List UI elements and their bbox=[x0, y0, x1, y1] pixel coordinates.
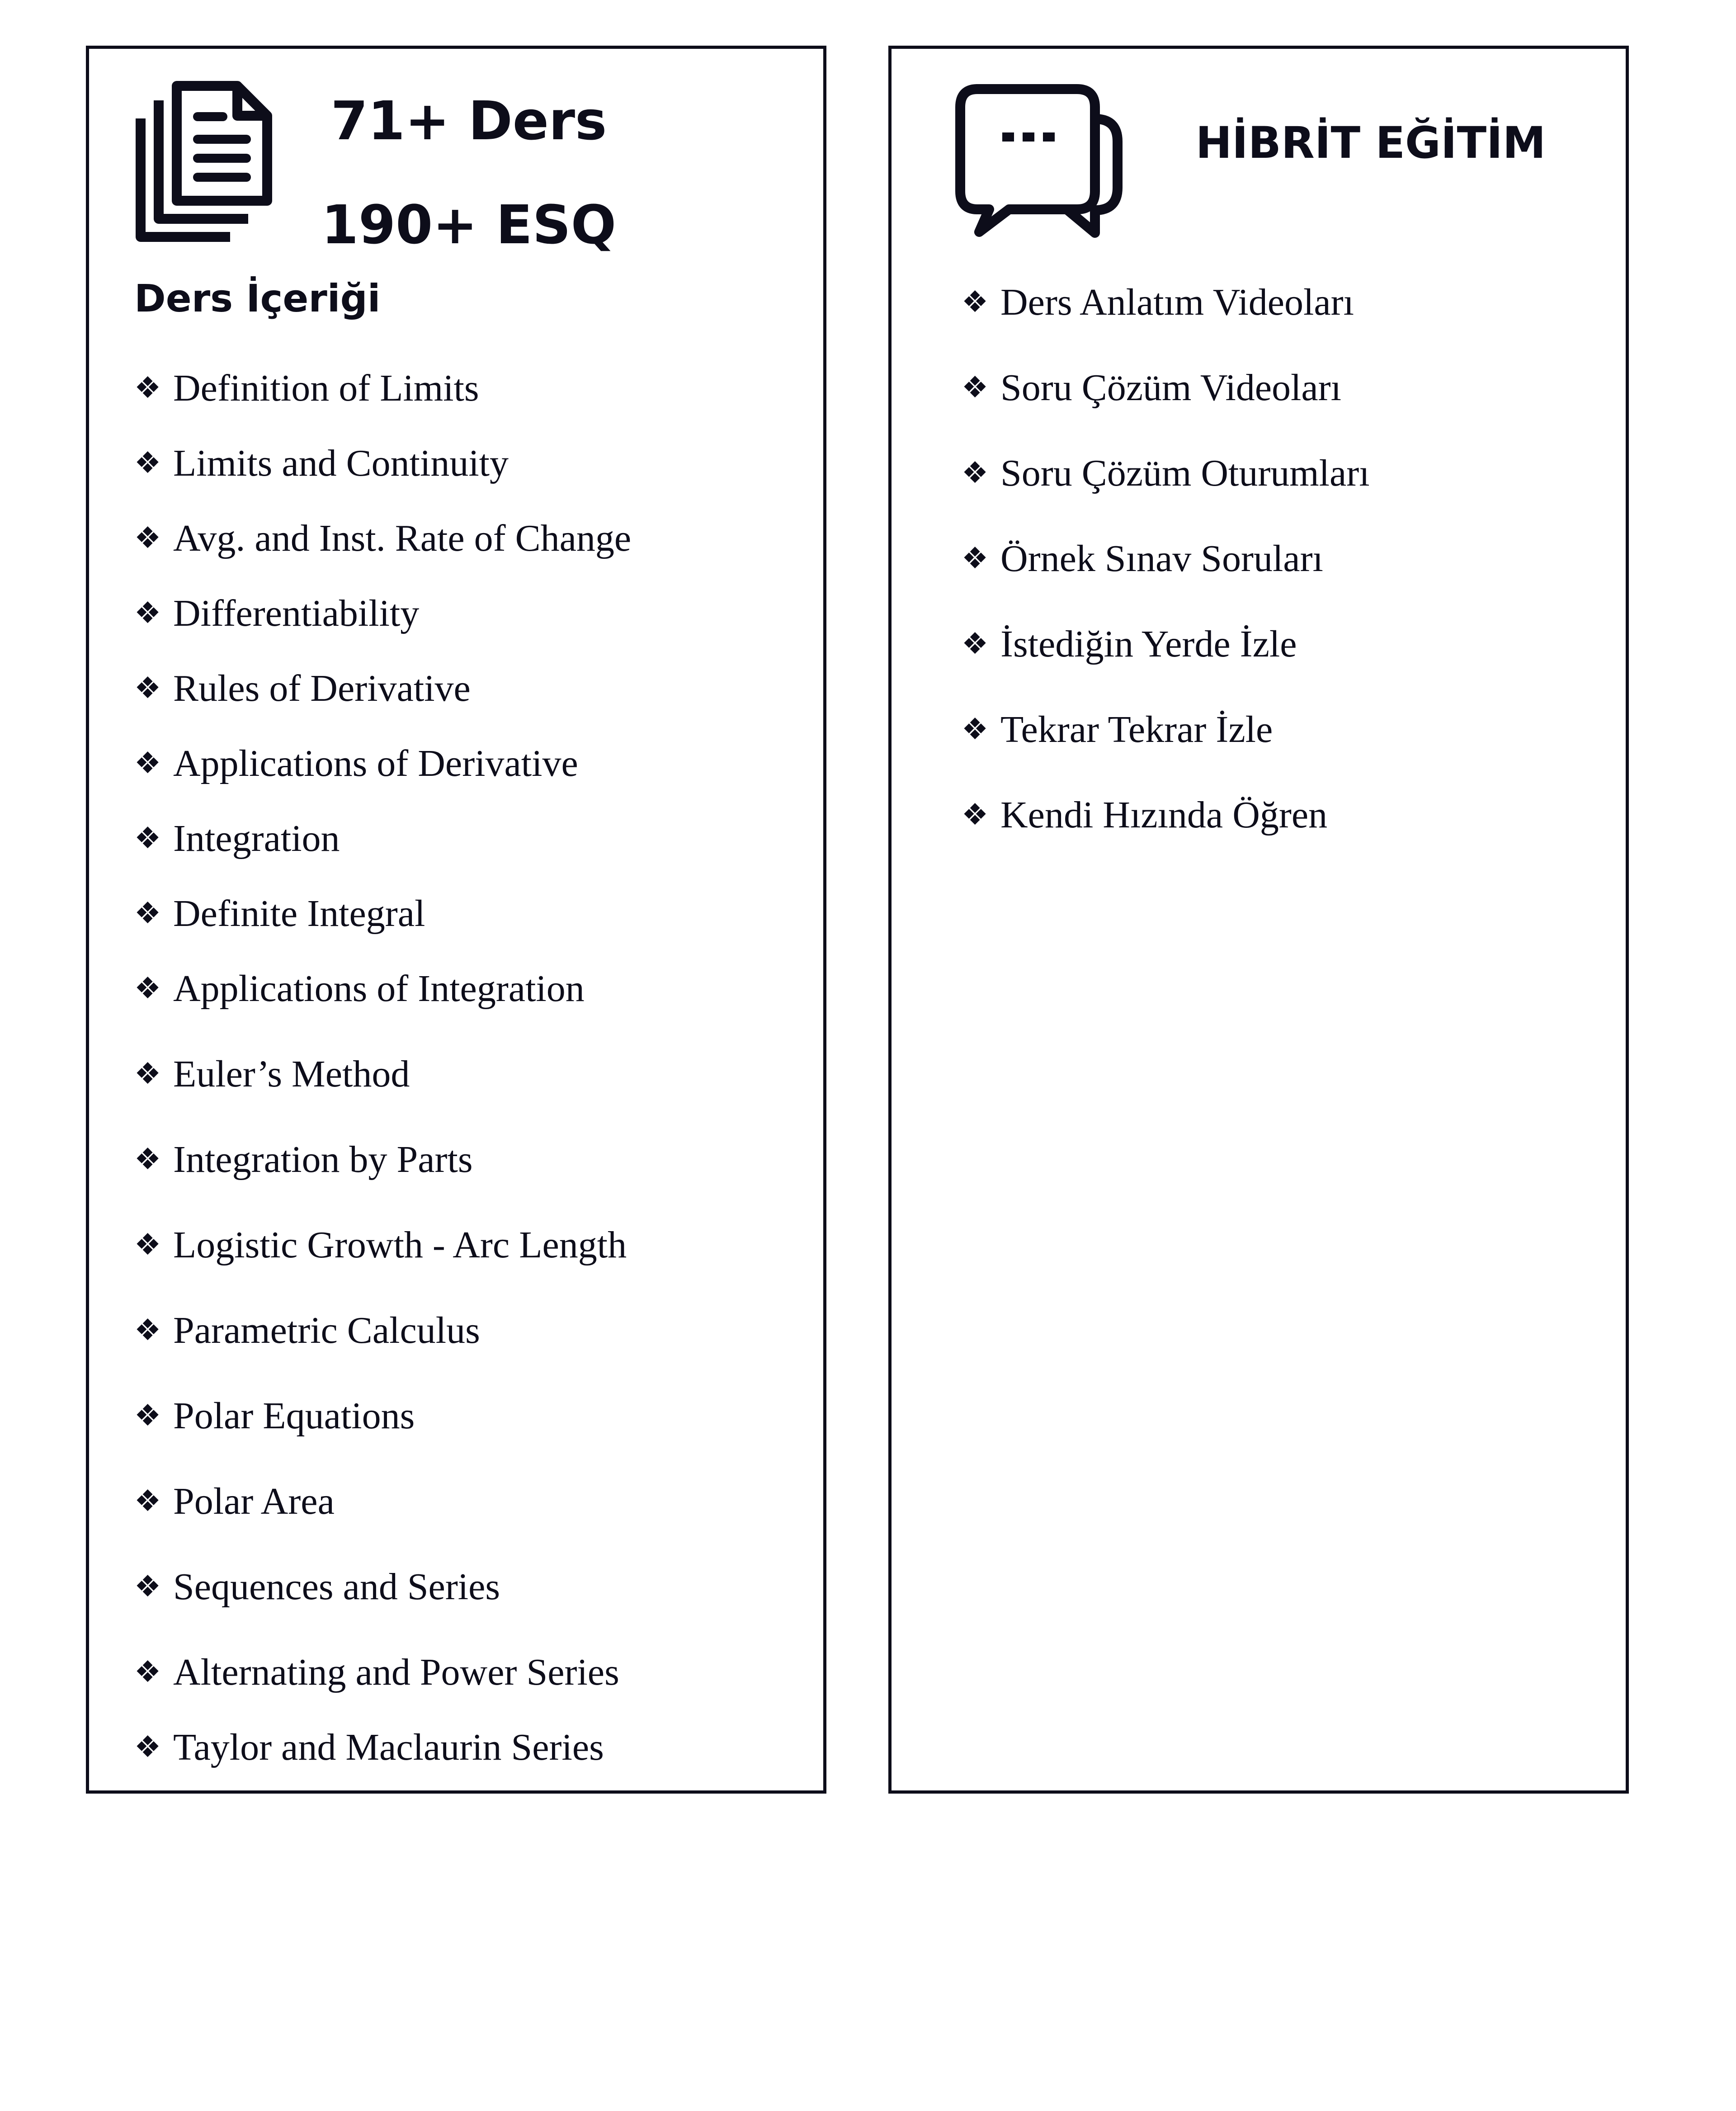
bullet-icon: ❖ bbox=[134, 896, 161, 930]
feature-label: Soru Çözüm Oturumları bbox=[1000, 452, 1370, 494]
topic-label: Taylor and Maclaurin Series bbox=[173, 1726, 604, 1768]
hybrid-education-card bbox=[888, 46, 1629, 1794]
topic-item bbox=[134, 1393, 415, 1439]
bullet-icon: ❖ bbox=[134, 821, 161, 855]
topic-label: Rules of Derivative bbox=[173, 667, 471, 709]
bullet-icon: ❖ bbox=[134, 520, 161, 555]
topic-item bbox=[134, 365, 479, 411]
topic-label: Differentiability bbox=[173, 592, 420, 634]
bullet-icon: ❖ bbox=[962, 797, 989, 832]
bullet-icon: ❖ bbox=[134, 1569, 161, 1604]
topic-label: Sequences and Series bbox=[173, 1566, 500, 1608]
bullet-icon: ❖ bbox=[134, 1729, 161, 1764]
topic-label: Applications of Integration bbox=[173, 968, 585, 1010]
topic-item bbox=[134, 440, 509, 486]
topic-label: Polar Equations bbox=[173, 1395, 415, 1437]
bullet-icon: ❖ bbox=[134, 1483, 161, 1518]
topic-item bbox=[134, 1724, 604, 1770]
feature-item bbox=[962, 621, 1297, 667]
bullet-icon: ❖ bbox=[962, 455, 989, 490]
topic-item bbox=[134, 1051, 410, 1097]
topic-label: Logistic Growth - Arc Length bbox=[173, 1224, 627, 1266]
lesson-count: 71+ Ders bbox=[330, 90, 607, 152]
topic-label: Euler’s Method bbox=[173, 1053, 410, 1095]
bullet-icon: ❖ bbox=[962, 712, 989, 746]
bullet-icon: ❖ bbox=[134, 1227, 161, 1262]
topic-item bbox=[134, 1649, 619, 1695]
topic-label: Integration bbox=[173, 817, 340, 860]
bullet-icon: ❖ bbox=[962, 626, 989, 661]
topic-item bbox=[134, 1137, 473, 1182]
feature-label: Soru Çözüm Videoları bbox=[1000, 367, 1341, 409]
topic-label: Integration by Parts bbox=[173, 1138, 473, 1181]
bullet-icon: ❖ bbox=[962, 284, 989, 319]
topic-label: Definite Integral bbox=[173, 893, 425, 935]
topic-item bbox=[134, 816, 340, 861]
topic-item bbox=[134, 741, 578, 786]
bullet-icon: ❖ bbox=[134, 1056, 161, 1091]
feature-item bbox=[962, 279, 1354, 325]
bullet-icon: ❖ bbox=[962, 370, 989, 405]
topic-label: Polar Area bbox=[173, 1480, 335, 1522]
bullet-icon: ❖ bbox=[134, 671, 161, 705]
topic-item bbox=[134, 891, 425, 936]
feature-item bbox=[962, 536, 1323, 581]
bullet-icon: ❖ bbox=[134, 1654, 161, 1689]
bullet-icon: ❖ bbox=[134, 595, 161, 630]
topic-item bbox=[134, 966, 585, 1011]
feature-label: Ders Anlatım Videoları bbox=[1000, 281, 1354, 323]
topic-label: Limits and Continuity bbox=[173, 442, 509, 484]
chat-bubbles-icon bbox=[955, 83, 1127, 246]
topic-item bbox=[134, 1564, 500, 1610]
question-count: 190+ ESQ bbox=[321, 194, 617, 256]
feature-label: Tekrar Tekrar İzle bbox=[1000, 708, 1273, 751]
feature-item bbox=[962, 450, 1370, 496]
documents-icon bbox=[134, 80, 274, 243]
topic-item bbox=[134, 590, 419, 636]
bullet-icon: ❖ bbox=[134, 445, 161, 480]
course-content-card bbox=[86, 46, 826, 1794]
topic-label: Definition of Limits bbox=[173, 367, 479, 409]
topic-item bbox=[134, 1478, 335, 1524]
topic-label: Applications of Derivative bbox=[173, 742, 578, 784]
topic-label: Parametric Calculus bbox=[173, 1309, 480, 1351]
bullet-icon: ❖ bbox=[962, 541, 989, 576]
topic-item bbox=[134, 1222, 627, 1268]
bullet-icon: ❖ bbox=[134, 1398, 161, 1433]
feature-label: Örnek Sınav Soruları bbox=[1000, 538, 1323, 580]
bullet-icon: ❖ bbox=[134, 971, 161, 1006]
topic-item bbox=[134, 515, 631, 561]
topic-label: Avg. and Inst. Rate of Change bbox=[173, 517, 632, 559]
bullet-icon: ❖ bbox=[134, 370, 161, 405]
feature-item bbox=[962, 365, 1341, 411]
feature-label: Kendi Hızında Öğren bbox=[1000, 794, 1328, 836]
hybrid-title: HİBRİT EĞİTİM bbox=[1195, 118, 1546, 168]
feature-label: İstediğin Yerde İzle bbox=[1000, 623, 1297, 665]
feature-item bbox=[962, 707, 1273, 752]
bullet-icon: ❖ bbox=[134, 746, 161, 780]
bullet-icon: ❖ bbox=[134, 1142, 161, 1176]
topic-label: Alternating and Power Series bbox=[173, 1651, 619, 1693]
topic-item bbox=[134, 666, 471, 711]
topic-item bbox=[134, 1308, 480, 1353]
feature-item bbox=[962, 792, 1327, 838]
section-heading: Ders İçeriği bbox=[134, 276, 381, 321]
bullet-icon: ❖ bbox=[134, 1313, 161, 1347]
